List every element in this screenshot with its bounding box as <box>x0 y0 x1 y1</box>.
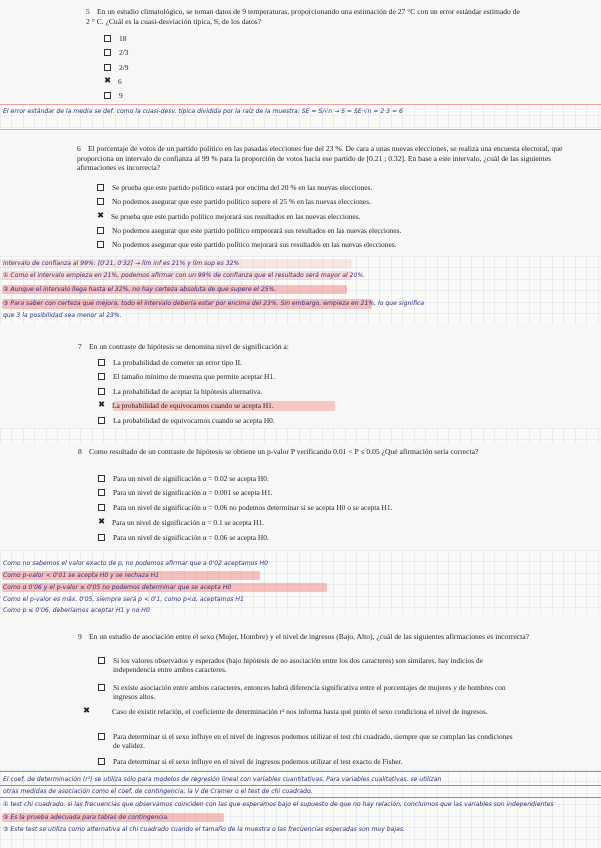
handwritten-note-q8-line-1: Como no sabemos el valor exacto de p, no podemos afirmar que a 0'02 aceptamos H0 <box>3 560 268 567</box>
q9-option-4[interactable]: Para determinar si el sexo influye en el nivel de ingresos podemos utilizar el test chi cuadrado, siempre que se cumplan las condiciones de validez. <box>98 732 513 750</box>
q8-option-5[interactable]: Para un nivel de significación α = 0.06 se acepta H0. <box>98 533 269 542</box>
q5-option-3[interactable]: 2/9 <box>104 63 128 72</box>
handwritten-note-q8-line-4: Como el p-valor es máx. 0'05, siempre será p < 0'1, como p<α, aceptamos H1 <box>3 596 244 603</box>
checkbox-icon[interactable] <box>98 475 105 482</box>
q5-option-1[interactable]: 18 <box>104 34 126 43</box>
question-6-header <box>77 144 587 173</box>
q7-option-4-selected[interactable]: ✖ La probabilidad de equivocarnos cuando se acepta H1. <box>98 399 274 410</box>
question-8-header <box>78 447 588 457</box>
checkbox-icon[interactable] <box>98 388 105 395</box>
q6-option-3-selected[interactable]: ✖ Se prueba que este partido político mejorará sus resultados en las nuevas elecciones. <box>97 210 361 221</box>
checkbox-icon[interactable] <box>104 35 111 42</box>
q9-option-3-selected[interactable]: ✖ Caso de existir relación, el coeficiente de determinación r² nos informa hasta qué punto el sexo condiciona el nivel de ingresos. <box>83 705 488 716</box>
checkbox-icon[interactable] <box>104 92 111 99</box>
question-5-header <box>86 7 521 26</box>
handwritten-note-q9-line-2: otras medidas de asociación como el coef. de contingencia, la V de Cramer o el test de chi cuadrado. <box>3 788 313 795</box>
handwritten-note-q9-line-3: ① test chi cuadrado, si las frecuencias que observamos coinciden con las que esperamos bajo el supuesto de que no hay relación, concluimos que las variables son independientes <box>3 801 554 808</box>
question-7-header <box>78 342 588 352</box>
q8-option-4-selected[interactable]: ✖ Para un nivel de significación α = 0.1 se acepta H1. <box>98 516 265 527</box>
q9-option-5[interactable]: Para determinar si el sexo influye en el nivel de ingresos podemos utilizar el test exacto de Fisher. <box>98 757 533 766</box>
handwritten-note-q8-line-5: Como p ≤ 0'06, deberíamos aceptar H1 y no H0 <box>3 607 150 614</box>
question-7-text: En un contraste de hipótesis se denomina nivel de significación a: <box>89 342 289 351</box>
q5-option-2[interactable]: 2/3 <box>104 48 128 57</box>
notes-grid-q7 <box>0 428 601 444</box>
q9-option-1[interactable]: Si los valores observados y esperados (bajo hipótesis de no asociación entre los dos caracteres) son similares, hay indicios de independencia entre ambos caracteres. <box>98 656 513 674</box>
checkbox-icon[interactable] <box>98 359 105 366</box>
pink-underline <box>0 129 601 130</box>
red-underline <box>0 785 601 786</box>
handwritten-note-q5: El error estándar de la media se def. como la cuasi-desv. típica dividida por la raíz de la muestra: SE = S/√n → S = SE·√n = 2·3 = 6 <box>3 108 403 115</box>
checkbox-icon[interactable] <box>98 489 105 496</box>
question-5-number: 5 <box>86 7 90 16</box>
pink-underline <box>0 104 601 105</box>
question-7-number: 7 <box>78 342 82 351</box>
q6-option-1[interactable]: Se prueba que este partido político estará por encima del 20 % en las nuevas elecciones. <box>97 183 372 192</box>
question-5-text: En un estudio climatológico, se toman datos de 9 temperaturas, proporcionando una estimación de 27 °C con un error estándar estimado de 2 ° C. ¿Cuál es la cuasi-desviación típica, S, de los datos? <box>86 7 520 26</box>
question-6-number: 6 <box>77 144 81 153</box>
q7-option-1[interactable]: La probabilidad de cometer un error tipo II. <box>98 358 242 367</box>
x-mark-icon[interactable]: ✖ <box>97 210 105 221</box>
question-8-number: 8 <box>78 447 82 456</box>
x-mark-icon[interactable]: ✖ <box>98 399 106 410</box>
q6-option-2[interactable]: No podemos asegurar que este partido político supere el 25 % en las nuevas elecciones. <box>97 197 371 206</box>
checkbox-icon[interactable] <box>98 733 105 740</box>
red-underline <box>0 797 601 798</box>
q9-option-2[interactable]: Si existe asociación entre ambos caracteres, entonces habrá diferencia significativa entre el porcentajes de mujeres y de hombres con ingresos altos. <box>98 683 513 701</box>
q8-option-2[interactable]: Para un nivel de significación α = 0.001 se acepta H1. <box>98 488 273 497</box>
question-9-text: En un estudio de asociación entre el sexo (Mujer, Hombre) y el nivel de ingresos (Bajo, Alto), ¿cuál de las siguientes afirmaciones es incorrecta? <box>89 632 529 641</box>
checkbox-icon[interactable] <box>97 184 104 191</box>
red-underline <box>0 771 601 772</box>
q6-option-5[interactable]: No podemos asegurar que este partido político mejorará sus resultados en las nuevas elecciones. <box>97 240 396 249</box>
handwritten-note-q9-line-1: El coef. de determinación (r²) se utiliza sólo para modelos de regresión lineal con variables cuantitativas. Para variables cualitativas, se utilizan <box>3 776 442 783</box>
q7-option-2[interactable]: El tamaño mínimo de muestra que permite aceptar H1. <box>98 372 275 381</box>
handwritten-note-q9-line-5: ③ Este test se utiliza como alternativa al chi cuadrado cuando el tamaño de la muestra o las frecuencias esperadas son muy bajas. <box>3 826 405 833</box>
checkbox-icon[interactable] <box>97 198 104 205</box>
q6-option-4[interactable]: No podemos asegurar que este partido político empeorará sus resultados en las nuevas elecciones. <box>97 226 401 235</box>
handwritten-note-q6-line-3: ② Aunque el intervalo llega hasta el 32%, no hay certeza absoluta de que supere el 25%. <box>3 286 277 293</box>
question-6-text: El porcentaje de votos de un partido político en las pasadas elecciones fue del 23 %. De cara a unas nuevas elecciones, se realiza una encuesta electoral, que proporciona un intervalo de confianza al 99 % para la proporción de votos hacia ese partido de [0.21 ; 0.32]. En base a este intervalo, ¿cuál de las siguientes afirmaciones es incorrecta? <box>77 144 563 173</box>
question-8-text: Como resultado de un contraste de hipótesis se obtiene un p-valor P verificando 0.01 < P ≤ 0.05 ¿Qué afirmación sería correcta? <box>89 447 479 456</box>
checkbox-icon[interactable] <box>104 64 111 71</box>
handwritten-note-q9-line-4: ② Es la prueba adecuada para tablas de contingencia. <box>3 814 170 821</box>
q7-option-3[interactable]: La probabilidad de aceptar la hipótesis alternativa. <box>98 387 262 396</box>
x-mark-icon[interactable]: ✖ <box>83 705 91 716</box>
checkbox-icon[interactable] <box>98 534 105 541</box>
q7-option-5[interactable]: La probabilidad de equivocarnos cuando se acepta H0. <box>98 416 275 425</box>
checkbox-icon[interactable] <box>98 657 105 664</box>
q8-option-3[interactable]: Para un nivel de significación α = 0.06 no podemos determinar si se acepta H0 o se acepta H1. <box>98 503 392 512</box>
handwritten-note-q6-line-1: Intervalo de confianza al 99%: [0'21, 0'32] → lím inf es 21% y lím sup es 32% <box>3 260 240 267</box>
q5-option-5[interactable]: 9 <box>104 91 123 100</box>
checkbox-icon[interactable] <box>97 241 104 248</box>
handwritten-note-q6-line-4: ③ Para saber con certeza que mejora, todo el intervalo debería estar por encima del 23%. Sin embargo, empieza en 21%, lo que significa <box>3 300 425 307</box>
handwritten-note-q6-line-5: que 3 la posibilidad sea menor al 23%. <box>3 312 122 319</box>
checkbox-icon[interactable] <box>98 417 105 424</box>
handwritten-note-q8-line-2: Como p-valor < 0'01 se acepta H0 y se rechaza H1 <box>3 572 160 579</box>
checkbox-icon[interactable] <box>98 684 105 691</box>
x-mark-icon[interactable]: ✖ <box>98 516 106 527</box>
checkbox-icon[interactable] <box>97 227 104 234</box>
checkbox-icon[interactable] <box>98 373 105 380</box>
checkbox-icon[interactable] <box>98 504 105 511</box>
question-9-header <box>78 632 588 642</box>
q5-option-4-selected[interactable]: ✖ 6 <box>104 75 122 86</box>
x-mark-icon[interactable]: ✖ <box>104 75 112 86</box>
handwritten-note-q6-line-2: ① Como el intervalo empieza en 21%, podemos afirmar con un 99% de confianza que el resultado será mayor al 20%. <box>3 272 366 279</box>
question-9-number: 9 <box>78 632 82 641</box>
checkbox-icon[interactable] <box>98 758 105 765</box>
checkbox-icon[interactable] <box>104 49 111 56</box>
q8-option-1[interactable]: Para un nivel de significación α = 0.02 se acepta H0. <box>98 474 269 483</box>
handwritten-note-q8-line-3: Como α 0'06 y el p-valor ≤ 0'05 no podemos determinar que se acepta H0 <box>3 584 232 591</box>
